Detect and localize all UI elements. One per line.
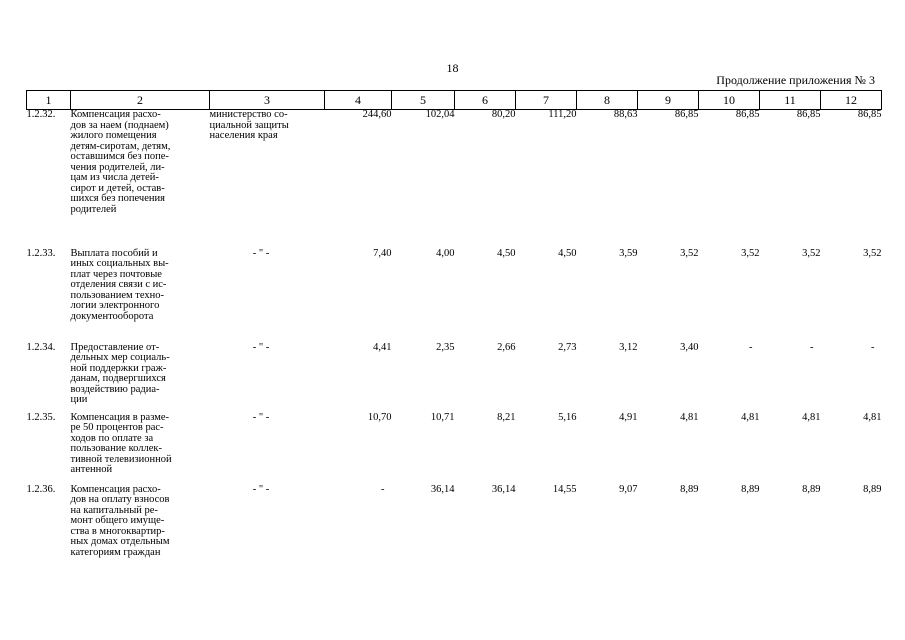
row-code: 1.2.34. xyxy=(26,341,56,353)
table-row xyxy=(27,413,882,485)
description-line: иных социальных вы- xyxy=(70,258,169,269)
row-code: 1.2.32. xyxy=(26,109,56,120)
value-cell: 88,63 xyxy=(613,109,638,120)
description-line: тивной телевизионной xyxy=(70,453,172,465)
value-cell: 2,73 xyxy=(558,341,577,353)
description-line: родителей xyxy=(70,203,117,215)
value-cell: 8,89 xyxy=(802,483,821,495)
column-header: 12 xyxy=(821,91,882,110)
row-code: 1.2.36. xyxy=(26,483,56,495)
value-cell: 86,85 xyxy=(674,109,699,120)
value-cell: 4,91 xyxy=(619,411,638,423)
value-cell: 36,14 xyxy=(491,483,516,495)
table-row xyxy=(27,249,882,343)
description-line: пользованием техно- xyxy=(70,289,164,301)
row-executor xyxy=(210,343,325,413)
row-description xyxy=(71,249,210,343)
continuation-note: Продолжение приложения № 3 xyxy=(716,73,875,87)
value-cell: 3,52 xyxy=(741,247,760,259)
description-line: цам из числа детей- xyxy=(70,172,159,183)
value-cell: 2,66 xyxy=(497,341,516,353)
value-cell: 14,55 xyxy=(552,483,577,495)
value-cell: 3,59 xyxy=(619,247,638,259)
row-code: 1.2.35. xyxy=(26,411,56,423)
header-row xyxy=(27,91,882,110)
value-cell: 4,50 xyxy=(497,247,516,259)
column-header: 2 xyxy=(71,91,210,110)
table-row xyxy=(27,343,882,413)
row-executor xyxy=(210,413,325,485)
description-line: дов на оплату взносов xyxy=(70,494,170,505)
description-line: ных домах отдельным xyxy=(70,536,170,547)
value-cell: 10,71 xyxy=(430,411,455,423)
value-cell: 3,52 xyxy=(863,247,882,259)
row-executor xyxy=(210,485,325,570)
row-description xyxy=(71,343,210,413)
column-header: 11 xyxy=(760,91,821,110)
description-line: оставшимся без попе- xyxy=(70,151,169,162)
row-description xyxy=(71,485,210,570)
table-row xyxy=(27,485,882,570)
executor-line: циальной защиты xyxy=(209,119,289,131)
value-cell: 8,89 xyxy=(741,483,760,495)
value-cell: 4,81 xyxy=(802,411,821,423)
value-cell: 102,04 xyxy=(425,109,455,120)
executor-line: - " - xyxy=(252,411,270,423)
description-line: ства в многоквартир- xyxy=(70,525,165,537)
value-cell: 244,60 xyxy=(362,109,392,120)
description-line: Компенсация расхо- xyxy=(70,109,161,120)
value-cell: 36,14 xyxy=(430,483,455,495)
value-cell: 111,20 xyxy=(548,109,577,120)
value-cell: 86,85 xyxy=(857,109,882,120)
description-line: детям-сиротам, детям, xyxy=(70,140,171,152)
value-cell: 9,07 xyxy=(619,483,638,495)
row-description xyxy=(71,413,210,485)
value-cell: - xyxy=(749,341,753,353)
column-header: 10 xyxy=(699,91,760,110)
description-line: категориям граждан xyxy=(70,546,161,558)
description-line: чения родителей, ли- xyxy=(70,161,165,173)
table-row xyxy=(27,110,882,249)
value-cell: 4,81 xyxy=(863,411,882,423)
row-code: 1.2.33. xyxy=(26,247,56,259)
row-executor xyxy=(210,110,325,249)
value-cell: 3,52 xyxy=(802,247,821,259)
executor-line: населения края xyxy=(209,130,278,141)
column-header: 5 xyxy=(392,91,455,110)
description-line: пользование коллек- xyxy=(70,443,163,454)
description-line: жилого помещения xyxy=(70,130,157,141)
column-header: 3 xyxy=(210,91,325,110)
executor-line: - " - xyxy=(252,247,270,259)
description-line: ции xyxy=(70,394,88,405)
description-line: Предоставление от- xyxy=(70,341,160,353)
column-header: 7 xyxy=(516,91,577,110)
value-cell: - xyxy=(381,483,385,495)
value-cell: 4,81 xyxy=(680,411,699,423)
value-cell: 10,70 xyxy=(367,411,392,423)
value-cell: 4,50 xyxy=(558,247,577,259)
value-cell: 8,89 xyxy=(863,483,882,495)
value-cell: 4,81 xyxy=(741,411,760,423)
column-header: 8 xyxy=(577,91,638,110)
description-line: дов за наем (поднаем) xyxy=(70,119,169,131)
row-description xyxy=(71,110,210,249)
value-cell: 8,89 xyxy=(680,483,699,495)
executor-line: министерство со- xyxy=(209,109,288,120)
value-cell: 3,40 xyxy=(680,341,699,353)
description-line: Компенсация расхо- xyxy=(70,483,161,495)
value-cell: 2,35 xyxy=(436,341,455,353)
description-line: логии электронного xyxy=(70,300,160,311)
value-cell: 7,40 xyxy=(373,247,392,259)
value-cell: 8,21 xyxy=(497,411,516,423)
value-cell: 5,16 xyxy=(558,411,577,423)
description-line: шихся без попечения xyxy=(70,193,165,204)
page-number: 18 xyxy=(446,61,459,75)
value-cell: - xyxy=(810,341,814,353)
column-header: 6 xyxy=(455,91,516,110)
description-line: Компенсация в разме- xyxy=(70,411,170,423)
description-line: антенной xyxy=(70,464,113,475)
value-cell: 4,00 xyxy=(436,247,455,259)
description-line: ходов по оплате за xyxy=(70,432,154,444)
value-cell: 3,12 xyxy=(619,341,638,353)
description-line: Выплата пособий и xyxy=(70,247,158,259)
description-line: ной поддержки граж- xyxy=(70,362,167,374)
budget-table xyxy=(26,90,882,570)
value-cell: 86,85 xyxy=(735,109,760,120)
value-cell: 86,85 xyxy=(796,109,821,120)
executor-line: - " - xyxy=(252,483,270,495)
description-line: на капитальный ре- xyxy=(70,504,158,516)
value-cell: - xyxy=(871,341,875,353)
value-cell: 80,20 xyxy=(491,109,516,120)
description-line: дельных мер социаль- xyxy=(70,352,170,363)
description-line: монт общего имуще- xyxy=(70,515,165,526)
column-header: 4 xyxy=(325,91,392,110)
value-cell: 3,52 xyxy=(680,247,699,259)
description-line: данам, подвергшихся xyxy=(70,373,166,384)
column-header: 1 xyxy=(27,91,71,110)
value-cell: 4,41 xyxy=(373,341,392,353)
description-line: отделения связи с ис- xyxy=(70,279,167,290)
description-line: ре 50 процентов рас- xyxy=(70,422,164,433)
description-line: сирот и детей, остав- xyxy=(70,182,165,194)
description-line: плат через почтовые xyxy=(70,268,162,280)
row-executor xyxy=(210,249,325,343)
column-header: 9 xyxy=(638,91,699,110)
executor-line: - " - xyxy=(252,341,270,353)
description-line: документооборота xyxy=(70,310,154,322)
description-line: воздействию радиа- xyxy=(70,383,160,395)
